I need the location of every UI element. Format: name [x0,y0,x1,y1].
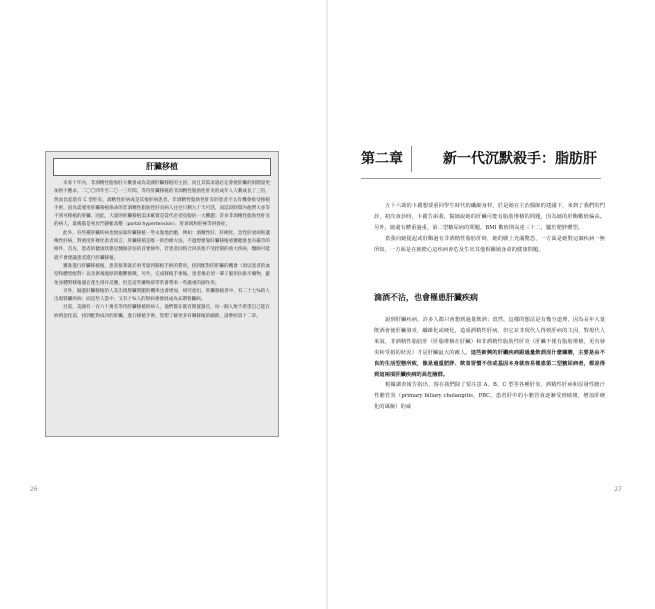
paragraph-text: 說到肝臟疾病，許多人都只會想到過量飲酒；當然，這樣的想法是有幾分道理，因為長年大量飲酒會使肝臟發炎、纖維化或硬化，造成酒精性肝病，但它並非現代人得到肝病的主因，對現代人來說，非酒精性脂肪肝（肝脂堆積在肝臟）和非酒精性脂肪性肝炎（肝臟不僅有脂肪堆積，更有發炎和受損的狀況）才是肝臟最大的敵人。 [374,317,605,356]
sidebar-paragraph: 目前，美國有一百六十萬名等待肝臟移植的病人，他們都在既有閒置器官，每一個人無不希望自己能在病情惡化前，找到配對成功的肝臟，進行移植手術，您想了解更多有關移植的細節，請參照第十二章。 [54,305,270,319]
sidebar-paragraph: 另外，做過肝臟移植的人其出現腎臟問題的機率也會增加，研究指出，肝臟移植者中，有二十七%的人出現腎臟疾病；而這些人當中，又有十%人的腎病會發展成為末期腎臟病。 [54,288,270,303]
sidebar-paragraph: 未來十年內，非酒精性脂肪肝大概會成為美國肝臟移植的主因，而且其需求量必定會使肝臟的捐贈量更加供不應求。二〇〇四年至二〇一三年間，等待肝臟移植的非酒精性脂肪性肝炎的成年人人數成長了三倍，然而比起患有 C 型肝炎、酒精性肝病或是其他肝病患者，非酒精性脂肪性肝炎的患者不太有機會接受移植手術，因為需要用肝臟移植保命的非酒精性脂肪性肝炎病人往往只剩九十天可活，而這段時間內他們大多等不到可移植的肝臟。因此，大量的肝臟移植需求確實是當代必須克服的一大難題；許多非酒精性脂肪性肝炎的病人，最後都是死於門靜脈高壓（portal hypertension）、肝衰竭和肝癌等併發症。 [54,181,270,228]
intro-text [374,201,605,256]
paragraph-text: 根據調查報告指出，現在我們除了要注意 A、B、C 型等各種肝炎、酒精性肝病和原發性膽汁性膽管炎（primary biliary cholangitis，PBC，患者肝中的小膽管會逐漸受到破壞，增加肝硬化的風險）的威 [374,382,605,411]
chapter-title: 新一代沉默殺手：脂肪肝 [443,151,597,167]
liver-transplant-sidebar [45,151,279,437]
book-gutter [326,0,328,609]
emphasized-text: 這些新興的肝臟疾病跟過量飲酒沒什麼關聯，主要是由不良的生活型態所致，像是過重肥胖、飲食習慣不佳或基因本身就容易罹患第二型糖尿病者，都是得到這兩項肝臟疾病的高危險群。 [374,349,605,378]
body-paragraph: 當我向她提起或肝酶過有非酒精性脂肪肝時，她的臉上充滿驚恐，一方面是她對這個疾病一無所知，一方面是在她擔心這疾病會危及生出其他相關她身命的健康問題。 [374,235,605,253]
page-number-right: 27 [614,486,622,493]
section-text [374,315,605,413]
body-paragraph [374,380,605,413]
section-heading: 滴酒不沾，也會罹患肝臟疾病 [374,293,478,302]
body-paragraph [374,315,605,380]
body-paragraph: 五十六歲的卡麗想要重回學生時代的纖細身材，於是她在主治醫師的建議下，來到了我們的門診，初次會診時，卡麗告訴我，醫師說她的肝臟可能有脂肪堆積的問題，因為她的肝酶數值偏高。另外，她還有體重過重、第二型糖尿病的問題，BMI 數值則高達三十二，屬於肥胖體型。 [374,203,605,231]
sidebar-paragraph: 獲准進行肝臟移植後，患者接著就必須考量到移植手術的費用，找到配對的肝臟的機會（須以患者的血型和體型配對）以及術後復原的艱難挑戰。另外，完成移植手術後，患者幾必須一輩子服用抗排斥藥物，避免身體對移植器官產生排斥反應，但是這些藥物卻常常會帶來一些嚴重的副作用。 [54,263,270,286]
page-number-left: 26 [30,486,38,493]
chapter-number: 第二章 [361,146,412,172]
sidebar-paragraph: 此外，有些種肝臟疾病也無法靠肝臟移植一勞永逸地治癒，例如：酒精性肝、肝硬化、急性肝衰竭和遺傳性肝病，對重度肝硬化患者而言，肝臟移植是唯一的治療方法，不過想要靠肝臟移植重獲健康也有嚴苛的條件，首先，患者的健康狀態是醫師評估的首要條件，若患者同時合併其他不受控制的重大疾病，醫師可能就不會建議患者進行肝臟移植。 [54,230,270,261]
sidebar-title: 肝臟移植 [53,158,271,176]
chapter-header [361,146,601,179]
sidebar-body [46,180,278,321]
left-page [0,0,327,609]
